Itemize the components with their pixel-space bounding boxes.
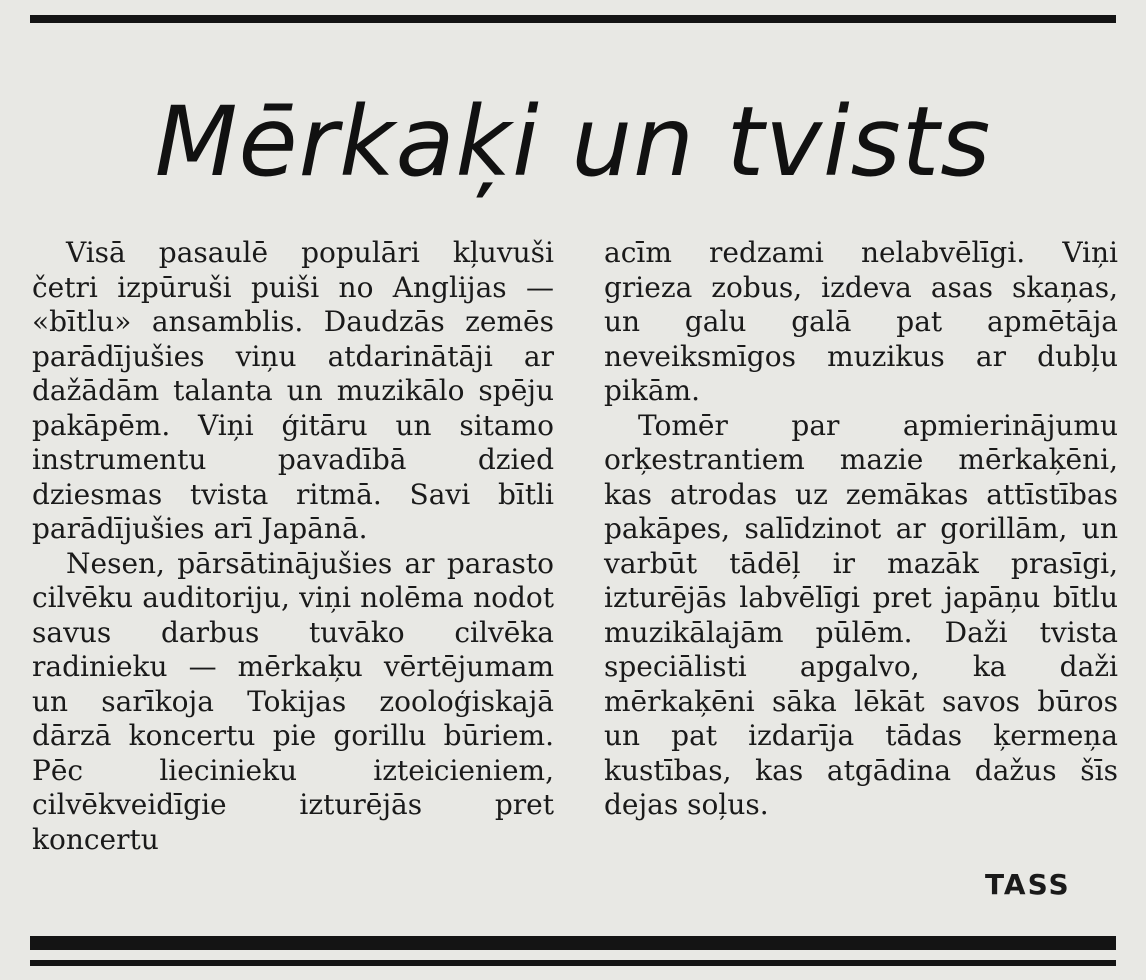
article-column-right: [604, 236, 1118, 823]
article-title: Mērkaķi un tvists: [154, 86, 992, 198]
article-paragraph-4: Tomēr par apmierinājumu orķestrantiem mazie mērkaķēni, kas atrodas uz zemākas attīstības pakāpes, salīdzinot ar gorillām, un varbūt tādēļ ir mazāk prasīgi, izturējās labvēlīgi pret japāņu bītlu muzikālajām pūlēm. Daži tvista speciālisti apgalvo, ka daži mērkaķēni sāka lēkāt savos būros un pat izdarīja tādas ķermeņa kustības, kas atgādina dažus šīs dejas soļus.: [604, 408, 1118, 821]
article-signature: TASS: [985, 868, 1071, 901]
article-paragraph-1: Visā pasaulē populāri kļuvuši četri izpūruši puiši no Anglijas — «bītlu» ansamblis. Daudzās zemēs parādījušies viņu atdarinātāji ar dažādām talanta un muzikālo spēju pakāpēm. Viņi ģitāru un sitamo instrumentu pavadībā dzied dziesmas tvista ritmā. Savi bītli parādījušies arī Japānā.: [32, 236, 554, 545]
bottom-rule-thin: [30, 960, 1116, 966]
top-rule: [30, 15, 1116, 23]
article-column-left: [32, 236, 554, 857]
bottom-rule-thick: [30, 936, 1116, 950]
article-paragraph-2: Nesen, pārsātinājušies ar parasto cilvēku auditoriju, viņi nolēma nodot savus darbus tuvāko cilvēka radinieku — mērkaķu vērtējumam un sarīkoja Tokijas zooloģiskajā dārzā koncertu pie gorillu būriem. Pēc liecinieku izteicieniem, cilvēkveidīgie izturējās pret koncertu: [32, 546, 554, 856]
article-paragraph-3: acīm redzami nelabvēlīgi. Viņi grieza zobus, izdeva asas skaņas, un galu galā pat apmētāja neveiksmīgos muzikus ar dubļu pikām.: [604, 236, 1118, 407]
